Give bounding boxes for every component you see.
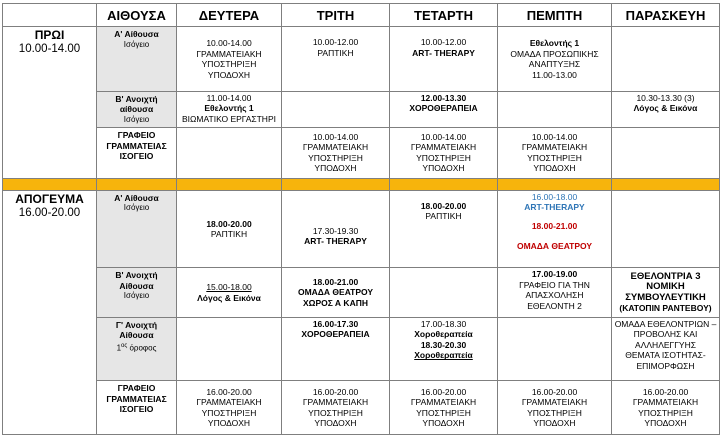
slot-line: ΓΡΑΜΜΑΤΕΙΑΚΗ — [521, 397, 588, 408]
slot-line: Εθελοντής 1 — [529, 38, 580, 48]
divider-cell — [177, 178, 282, 190]
slot-line: ΥΠΟΔΟΧΗ — [314, 163, 357, 174]
afternoon-a-friday — [612, 190, 720, 268]
morning-a-wednesday — [390, 27, 498, 92]
afternoon-c-wednesday — [390, 317, 498, 381]
spacer — [500, 231, 609, 241]
slot-activity: ART- THERAPY — [304, 236, 367, 247]
morning-office-friday — [612, 128, 720, 178]
header-thursday: ΠΕΜΠΤΗ — [498, 4, 612, 27]
afternoon-hours: 16.00-20.00 — [18, 206, 81, 219]
slot-time: 11.00-14.00 — [206, 92, 252, 103]
morning-office-row — [3, 128, 720, 178]
slot-line: ΧΩΡΟΣ Α ΚΑΠΗ — [303, 297, 368, 308]
floor-ordinal: ος — [121, 342, 128, 349]
morning-label: ΠΡΩΙ — [34, 28, 65, 43]
afternoon-office-monday — [177, 381, 282, 435]
slot-line: ΓΡΑΜΜΑΤΕΙΑΚΗ — [196, 397, 262, 408]
afternoon-c-thursday — [498, 317, 612, 381]
slot-line: ΝΟΜΙΚΗ — [646, 281, 685, 293]
room-name: Αίθουσα — [119, 330, 154, 341]
slot-time: 10.00-14.00 — [206, 38, 252, 48]
divider-cell — [612, 178, 720, 190]
slot-time: 17.00-18.30 — [420, 318, 467, 329]
slot-time: 18.00-20.00 — [420, 200, 467, 211]
afternoon-office-tuesday — [282, 381, 390, 435]
morning-office-wednesday — [390, 128, 498, 178]
slot-time: 10.30-13.30 (3) — [636, 92, 695, 103]
slot-line: ΥΠΟΔΟΧΗ — [422, 163, 465, 174]
slot-line: Εθελοντής 1 — [204, 103, 254, 114]
room-floor: Ισόγειο — [123, 39, 150, 49]
slot-time: 10.00-14.00 — [420, 131, 467, 142]
header-friday: ΠΑΡΑΣΚΕΥΗ — [612, 4, 720, 27]
slot-line: ΥΠΟΣΤΗΡΙΞΗ — [416, 152, 471, 163]
room-name: ΓΡΑΜΜΑΤΕΙΑΣ — [106, 393, 167, 404]
morning-a-tuesday — [282, 27, 390, 92]
slot-line: ΥΠΟΔΟΧΗ — [644, 418, 687, 429]
slot-time: 16.00-18.00 — [531, 191, 578, 202]
afternoon-label: ΑΠΟΓΕΥΜΑ — [15, 191, 84, 206]
afternoon-a-wednesday — [390, 190, 498, 268]
morning-room-a-row — [3, 27, 720, 92]
slot-activity: Λόγος & Εικόνα — [197, 292, 261, 303]
divider-row — [3, 178, 720, 190]
room-name: Β' Ανοιχτή — [115, 270, 158, 281]
slot-time: 15.00-18.00 — [206, 282, 252, 293]
room-floor: Ισόγειο — [123, 203, 150, 213]
slot-line: ΥΠΟΔΟΧΗ — [314, 418, 357, 429]
slot-line: ΓΡΑΜΜΑΤΕΙΑΚΗ — [196, 48, 262, 59]
afternoon-office-row — [3, 381, 720, 435]
slot-line: ΘΕΜΑΤΑ ΙΣΟΤΗΤΑΣ- — [625, 350, 706, 361]
slot-activity: Χοροθεραπεία — [414, 329, 473, 340]
afternoon-a-monday — [177, 190, 282, 268]
morning-office-thursday — [498, 128, 612, 178]
slot-activity: ΡΑΠΤΙΚΗ — [425, 211, 462, 222]
slot-activity: ΧΟΡΟΘΕΡΑΠΕΙΑ — [301, 329, 370, 340]
morning-a-friday — [612, 27, 720, 92]
slot-line: (ΚΑΤΟΠΙΝ ΡΑΝΤΕΒΟΥ) — [619, 303, 712, 314]
slot-time: 17.00-19.00 — [531, 269, 578, 280]
slot-line: ΕΘΕΛΟΝΤΡΙΑ 3 — [630, 270, 701, 282]
morning-a-thursday — [498, 27, 612, 92]
divider-cell — [97, 178, 177, 190]
slot-line: ΥΠΟΔΟΧΗ — [533, 163, 576, 174]
room-floor: ΙΣΟΓΕΙΟ — [119, 151, 154, 162]
afternoon-a-tuesday — [282, 190, 390, 268]
room-name: Α' Αίθουσα — [114, 192, 159, 203]
slot-line: ΥΠΟΣΤΗΡΙΞΗ — [638, 407, 693, 418]
room-name: Α' Αίθουσα — [114, 29, 159, 40]
slot-activity: ART-THERAPY — [524, 202, 585, 213]
afternoon-room-c — [97, 317, 177, 381]
slot-time: 18.30-20.30 — [420, 339, 467, 350]
morning-room-b-row — [3, 91, 720, 127]
morning-b-monday — [177, 91, 282, 127]
afternoon-room-a — [97, 190, 177, 268]
afternoon-room-b-row — [3, 268, 720, 317]
room-floor — [99, 341, 174, 354]
slot-time: 16.00-20.00 — [531, 386, 578, 397]
room-name: ΓΡΑΦΕΙΟ — [117, 383, 156, 394]
header-monday: ΔΕΥΤΕΡΑ — [177, 4, 282, 27]
header-blank — [3, 4, 97, 27]
morning-b-tuesday — [282, 91, 390, 127]
afternoon-office-wednesday — [390, 381, 498, 435]
slot-line: ΓΡΑΜΜΑΤΕΙΑΚΗ — [410, 397, 477, 408]
slot-line: ΒΙΩΜΑΤΙΚΟ ΕΡΓΑΣΤΗΡΙ — [182, 113, 276, 124]
afternoon-room-office — [97, 381, 177, 435]
slot-time: 12.00-13.30 — [420, 92, 467, 103]
room-name: ΓΡΑΜΜΑΤΕΙΑΣ — [106, 140, 167, 151]
slot-line: ΥΠΟΣΤΗΡΙΞΗ — [201, 59, 257, 69]
slot-line: ΓΡΑΜΜΑΤΕΙΑΚΗ — [302, 142, 369, 153]
slot-line: ΓΡΑΦΕΙΟ ΓΙΑ ΤΗΝ — [519, 279, 590, 290]
slot-line: ΣΥΜΒΟΥΛΕΥΤΙΚΗ — [625, 291, 706, 303]
divider-cell — [282, 178, 390, 190]
slot-line: ΥΠΟΔΟΧΗ — [533, 418, 576, 429]
weekly-schedule-table — [2, 3, 720, 435]
slot-line: ΠΡΟΒΟΛΗΣ ΚΑΙ — [633, 329, 698, 340]
slot-time: 10.00-14.00 — [312, 131, 359, 142]
morning-hours: 10.00-14.00 — [18, 43, 81, 56]
room-floor: Ισόγειο — [123, 291, 150, 301]
room-name: ΓΡΑΦΕΙΟ — [117, 130, 156, 141]
floor-number: 1 — [116, 343, 122, 353]
slot-line: ΥΠΟΣΤΗΡΙΞΗ — [527, 407, 582, 418]
room-name: Αίθουσα — [119, 280, 154, 291]
room-floor: ΙΣΟΓΕΙΟ — [119, 404, 154, 415]
room-name: Γ' Ανοιχτή — [115, 319, 158, 330]
divider-cell — [3, 178, 97, 190]
slot-time: 18.00-21.00 — [531, 220, 578, 231]
room-name: Β' Ανοιχτή — [115, 93, 158, 104]
slot-line: ΥΠΟΣΤΗΡΙΞΗ — [201, 407, 257, 418]
morning-room-a — [97, 27, 177, 92]
slot-time: 18.00-20.00 — [206, 218, 252, 229]
slot-line: ΥΠΟΣΤΗΡΙΞΗ — [308, 152, 363, 163]
afternoon-c-monday — [177, 317, 282, 381]
slot-line: ΥΠΟΣΤΗΡΙΞΗ — [308, 407, 363, 418]
slot-line: ΥΠΟΔΟΧΗ — [207, 418, 251, 429]
header-row — [3, 4, 720, 27]
floor-word: όροφος — [129, 343, 157, 353]
afternoon-b-thursday — [498, 268, 612, 317]
afternoon-b-wednesday — [390, 268, 498, 317]
slot-activity: ΟΜΑΔΑ ΘΕΑΤΡΟΥ — [516, 241, 593, 252]
slot-line: ΑΠΑΣΧΟΛΗΣΗ — [525, 290, 584, 301]
morning-office-tuesday — [282, 128, 390, 178]
slot-line: ΓΡΑΜΜΑΤΕΙΑΚΗ — [302, 397, 369, 408]
slot-time: 16.00-20.00 — [642, 386, 689, 397]
spacer — [500, 213, 609, 221]
slot-line: ΓΡΑΜΜΑΤΕΙΑΚΗ — [521, 142, 588, 153]
slot-time: 11.00-13.00 — [532, 69, 577, 80]
divider-cell — [498, 178, 612, 190]
slot-time: 10.00-12.00 — [420, 37, 467, 48]
slot-line: ΥΠΟΣΤΗΡΙΞΗ — [416, 407, 471, 418]
afternoon-b-friday — [612, 268, 720, 317]
room-name: αίθουσα — [119, 104, 154, 115]
slot-time: 16.00-20.00 — [312, 386, 359, 397]
morning-room-b — [97, 91, 177, 127]
header-tuesday: ΤΡΙΤΗ — [282, 4, 390, 27]
afternoon-b-monday — [177, 268, 282, 317]
afternoon-room-c-row — [3, 317, 720, 381]
slot-line: ΥΠΟΣΤΗΡΙΞΗ — [527, 152, 582, 163]
slot-activity: Λόγος & Εικόνα — [633, 103, 698, 114]
header-room: ΑΙΘΟΥΣΑ — [97, 4, 177, 27]
morning-b-wednesday — [390, 91, 498, 127]
slot-activity: ART- THERAPY — [412, 47, 475, 58]
slot-line: ΑΝΑΠΤΥΞΗΣ — [528, 59, 581, 69]
morning-b-friday — [612, 91, 720, 127]
morning-b-thursday — [498, 91, 612, 127]
slot-line: ΟΜΑΔΑ ΕΘΕΛΟΝΤΡΙΩΝ – — [614, 318, 717, 329]
slot-line: ΥΠΟΔΟΧΗ — [422, 418, 465, 429]
morning-a-monday — [177, 27, 282, 92]
slot-time: 10.00-12.00 — [312, 37, 359, 48]
slot-time: 18.00-21.00 — [312, 276, 359, 287]
morning-room-office — [97, 128, 177, 178]
afternoon-b-tuesday — [282, 268, 390, 317]
divider-cell — [390, 178, 498, 190]
slot-time: 16.00-20.00 — [206, 386, 252, 397]
slot-line: ΑΛΛΗΛΕΓΓΥΗΣ — [635, 339, 696, 350]
afternoon-c-tuesday — [282, 317, 390, 381]
slot-activity: ΡΑΠΤΙΚΗ — [210, 229, 248, 240]
morning-period-cell — [3, 27, 97, 178]
morning-office-monday — [177, 128, 282, 178]
slot-line: ΓΡΑΜΜΑΤΕΙΑΚΗ — [632, 397, 699, 408]
room-floor: Ισόγειο — [123, 114, 150, 124]
header-wednesday: ΤΕΤΑΡΤΗ — [390, 4, 498, 27]
slot-line: ΕΠΙΜΟΡΦΩΣΗ — [636, 360, 695, 371]
slot-line: ΓΡΑΜΜΑΤΕΙΑΚΗ — [410, 142, 477, 153]
slot-line: ΟΜΑΔΑ ΘΕΑΤΡΟΥ — [297, 287, 374, 298]
slot-line: ΟΜΑΔΑ ΠΡΟΣΩΠΙΚΗΣ — [510, 48, 599, 59]
slot-time: 16.00-20.00 — [420, 386, 467, 397]
slot-time: 17.30-19.30 — [312, 225, 359, 236]
slot-line: ΥΠΟΔΟΧΗ — [207, 69, 251, 80]
slot-activity: ΧΟΡΟΘΕΡΑΠΕΙΑ — [409, 103, 478, 114]
afternoon-c-friday — [612, 317, 720, 381]
slot-activity: ΡΑΠΤΙΚΗ — [317, 47, 354, 58]
afternoon-office-friday — [612, 381, 720, 435]
afternoon-period-cell — [3, 190, 97, 434]
slot-activity: Χοροθεραπεία — [414, 350, 473, 361]
afternoon-room-b — [97, 268, 177, 317]
afternoon-office-thursday — [498, 381, 612, 435]
slot-time: 10.00-14.00 — [531, 131, 578, 142]
afternoon-a-thursday — [498, 190, 612, 268]
slot-time: 16.00-17.30 — [312, 318, 359, 329]
afternoon-room-a-row — [3, 190, 720, 268]
slot-line: ΕΘΕΛΟΝΤΗ 2 — [527, 300, 582, 311]
